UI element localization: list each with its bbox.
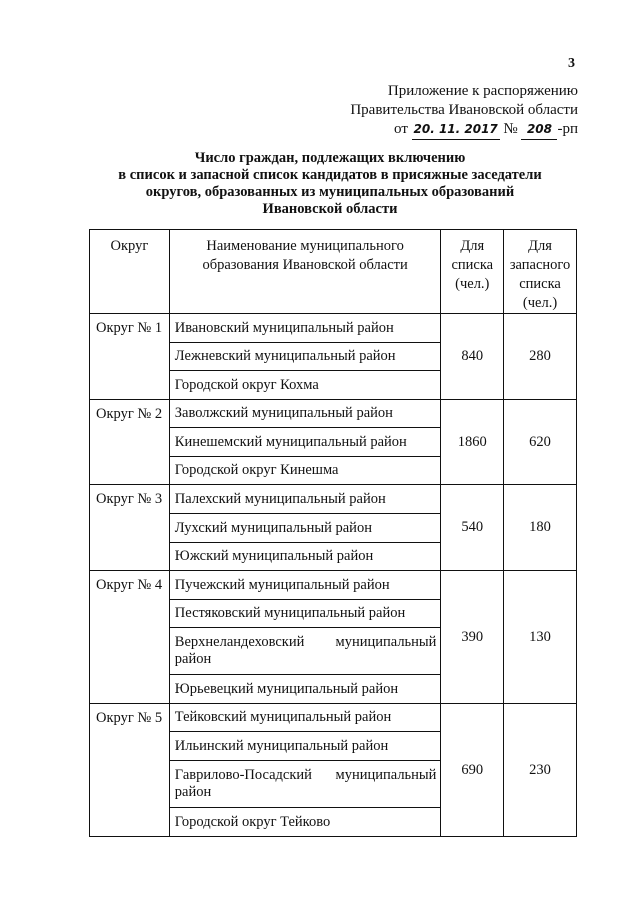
header-name: Наименование муниципального образования Ивановской области	[169, 230, 441, 314]
approval-number-sign: №	[503, 121, 518, 137]
municipality-cell: Южский муниципальный район	[169, 543, 441, 571]
list-count-cell: 1860	[441, 400, 504, 485]
municipality-cell: Гаврилово-Посадский муниципальный район	[169, 761, 441, 808]
header-reserve: Для запасного списка (чел.)	[504, 230, 577, 314]
municipality-cell: Пучежский муниципальный район	[169, 571, 441, 600]
list-count-cell: 390	[441, 571, 504, 704]
table-row	[90, 704, 577, 732]
okrug-cell: Округ № 3	[90, 485, 170, 571]
municipality-cell: Городской округ Тейково	[169, 808, 441, 837]
municipality-cell: Ильинский муниципальный район	[169, 732, 441, 761]
municipality-cell: Ивановский муниципальный район	[169, 314, 441, 343]
reserve-count-cell: 180	[504, 485, 577, 571]
municipality-cell: Юрьевецкий муниципальный район	[169, 675, 441, 704]
list-count-cell: 540	[441, 485, 504, 571]
okrug-cell: Округ № 2	[90, 400, 170, 485]
municipality-cell: Заволжский муниципальный район	[169, 400, 441, 428]
approval-line-1: Приложение к распоряжению	[387, 83, 578, 99]
approval-from-label: от	[394, 121, 408, 137]
reserve-count-cell: 620	[504, 400, 577, 485]
list-count-cell: 690	[441, 704, 504, 837]
municipality-cell: Палехский муниципальный район	[169, 485, 441, 514]
approval-block	[350, 82, 578, 140]
municipality-cell: Городской округ Кохма	[169, 371, 441, 400]
title-line-4: Ивановской области	[262, 201, 398, 217]
okrug-cell: Округ № 1	[90, 314, 170, 400]
table-row	[90, 400, 577, 428]
municipality-cell: Тейковский муниципальный район	[169, 704, 441, 732]
page-number: 3	[568, 56, 575, 71]
reserve-count-cell: 280	[504, 314, 577, 400]
municipality-cell: Верхнеландеховский муниципальный район	[169, 628, 441, 675]
approval-date: 20. 11. 2017	[412, 120, 500, 140]
reserve-count-cell: 130	[504, 571, 577, 704]
title-line-2: в список и запасной список кандидатов в присяжные заседатели	[118, 167, 542, 183]
okrug-cell: Округ № 5	[90, 704, 170, 837]
reserve-count-cell: 230	[504, 704, 577, 837]
table-row	[90, 485, 577, 514]
header-okrug: Округ	[90, 230, 170, 314]
approval-line-2: Правительства Ивановской области	[350, 102, 578, 118]
municipality-cell: Лухский муниципальный район	[169, 514, 441, 543]
table-row	[90, 571, 577, 600]
list-count-cell: 840	[441, 314, 504, 400]
approval-date-line	[350, 120, 578, 140]
municipality-cell: Городской округ Кинешма	[169, 457, 441, 485]
okrug-cell: Округ № 4	[90, 571, 170, 704]
table-header-row	[90, 230, 577, 314]
municipality-cell: Лежневский муниципальный район	[169, 343, 441, 371]
title-line-3: округов, образованных из муниципальных образований	[145, 184, 515, 200]
table-row	[90, 314, 577, 343]
municipality-cell: Пестяковский муниципальный район	[169, 600, 441, 628]
municipality-cell: Кинешемский муниципальный район	[169, 428, 441, 457]
districts-table	[89, 229, 577, 837]
approval-suffix: -рп	[557, 121, 578, 137]
header-list: Для списка (чел.)	[441, 230, 504, 314]
document-title	[80, 150, 580, 218]
title-line-1: Число граждан, подлежащих включению	[194, 150, 466, 166]
approval-number: 208	[521, 120, 557, 140]
